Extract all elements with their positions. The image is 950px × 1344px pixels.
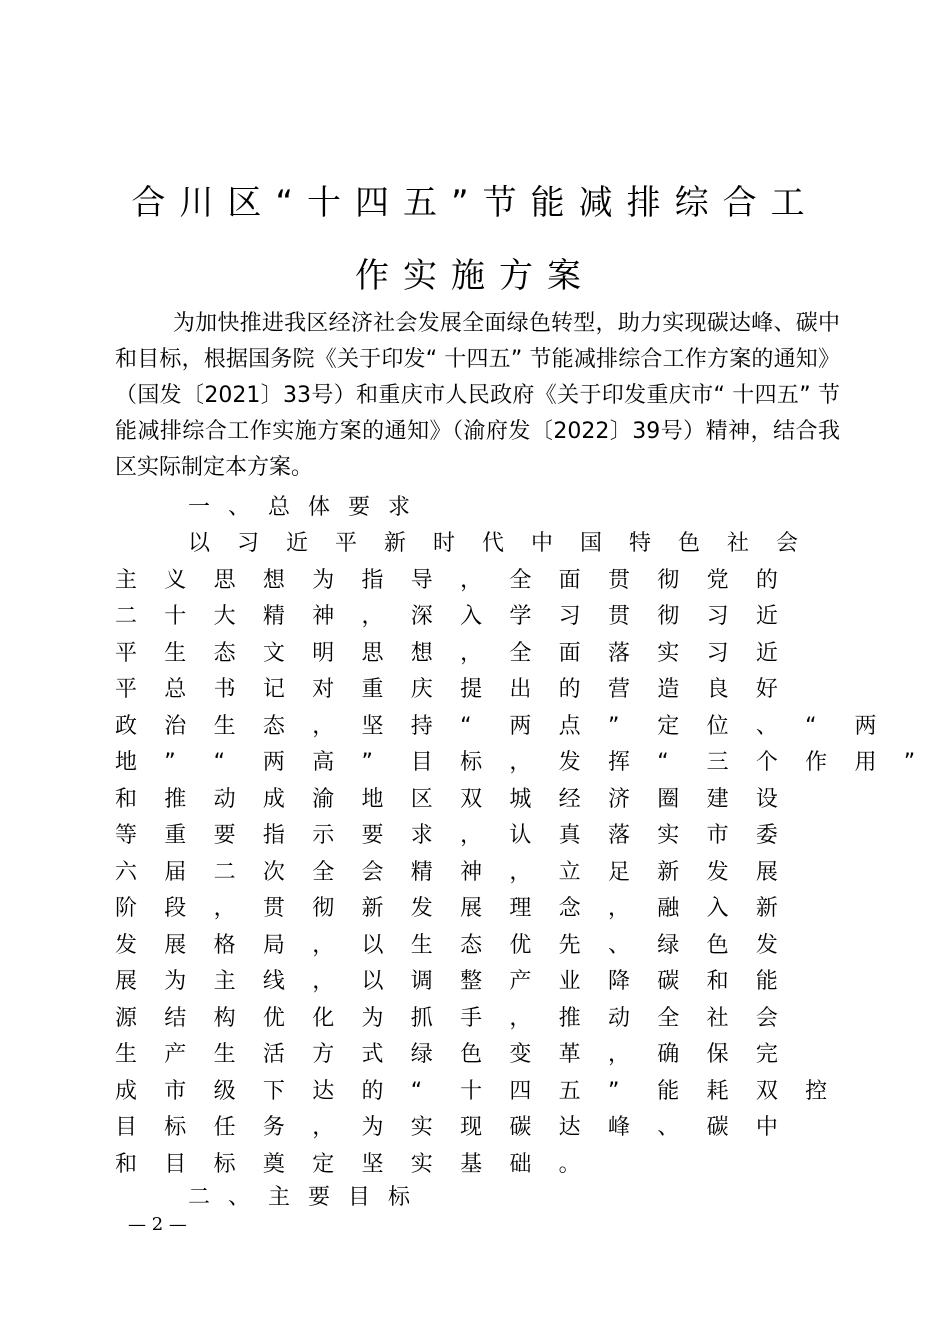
- section-heading-general-requirements: 一、总体要求: [188, 495, 429, 520]
- section-general-requirements-line: 和 推 动 成 渝 地 区 双 城 经 济 圈 建 设: [115, 786, 778, 812]
- section-general-requirements-line: 主 义 思 想 为 指 导 ， 全 面 贯 彻 党 的: [115, 567, 778, 593]
- section-general-requirements-line: 展 为 主 线 ， 以 调 整 产 业 降 碳 和 能: [115, 969, 778, 994]
- document-title-line-2: 作实施方案: [355, 256, 595, 296]
- section-general-requirements-line: 发 展 格 局 ， 以 生 态 优 先 、 绿 色 发: [115, 932, 778, 958]
- section-general-requirements-line: 平 生 态 文 明 思 想 ， 全 面 落 实 习 近: [115, 640, 778, 666]
- section-general-requirements-line: 平 总 书 记 对 重 庆 提 出 的 营 造 良 好: [115, 677, 778, 702]
- section-general-requirements-line: 生 产 生 活 方 式 绿 色 变 革 ， 确 保 完: [115, 1042, 778, 1067]
- page-number: — 2 —: [128, 1214, 187, 1235]
- section-general-requirements-line: 以 习 近 平 新 时 代 中 国 特 色 社 会: [188, 531, 799, 556]
- section-general-requirements-line: 二 十 大 精 神 ， 深 入 学 习 贯 彻 习 近: [115, 604, 778, 629]
- section-general-requirements-line: 阶 段 ， 贯 彻 新 发 展 理 念 ， 融 入 新: [115, 896, 778, 921]
- section-general-requirements-line: 成 市 级 下 达 的 “ 十 四 五 ” 能 耗 双 控: [115, 1078, 828, 1104]
- section-general-requirements-line: 六 届 二 次 全 会 精 神 ， 立 足 新 发 展: [115, 859, 778, 885]
- section-general-requirements-line: 政 治 生 态 ， 坚 持 “ 两 点 ” 定 位 、 “ 两: [115, 713, 877, 739]
- section-general-requirements-line: 地 ” “ 两 高 ” 目 标 ， 发 挥 “ 三 个 作 用 ”: [115, 750, 916, 775]
- section-general-requirements-line: 等 重 要 指 示 要 求 ， 认 真 落 实 市 委: [115, 823, 778, 848]
- document-title-line-1: 合川区“十四五”节能减排综合工: [131, 183, 819, 223]
- section-general-requirements-line: 源 结 构 优 化 为 抓 手 ， 推 动 全 社 会: [115, 1005, 778, 1031]
- section-general-requirements-body: [115, 526, 916, 1183]
- section-general-requirements-line: 目 标 任 务 ， 为 实 现 碳 达 峰 、 碳 中: [115, 1115, 778, 1140]
- intro-paragraph: 为加快推进我区经济社会发展全面绿色转型，助力实现碳达峰、碳中和目标，根据国务院《关于印发“ 十四五” 节能减排综合工作方案的通知》（国发〔2021〕33号）和重庆市人民政府《关于印发重庆市“ 十四五” 节能减排综合工作实施方案的通知》（渝府发〔2022〕39号）精神，结合我区实际制定本方案。: [115, 311, 840, 480]
- section-heading-main-goals: 二、主要目标: [188, 1185, 429, 1210]
- section-general-requirements-line: 和 目 标 奠 定 坚 实 基 础 。: [115, 1151, 581, 1177]
